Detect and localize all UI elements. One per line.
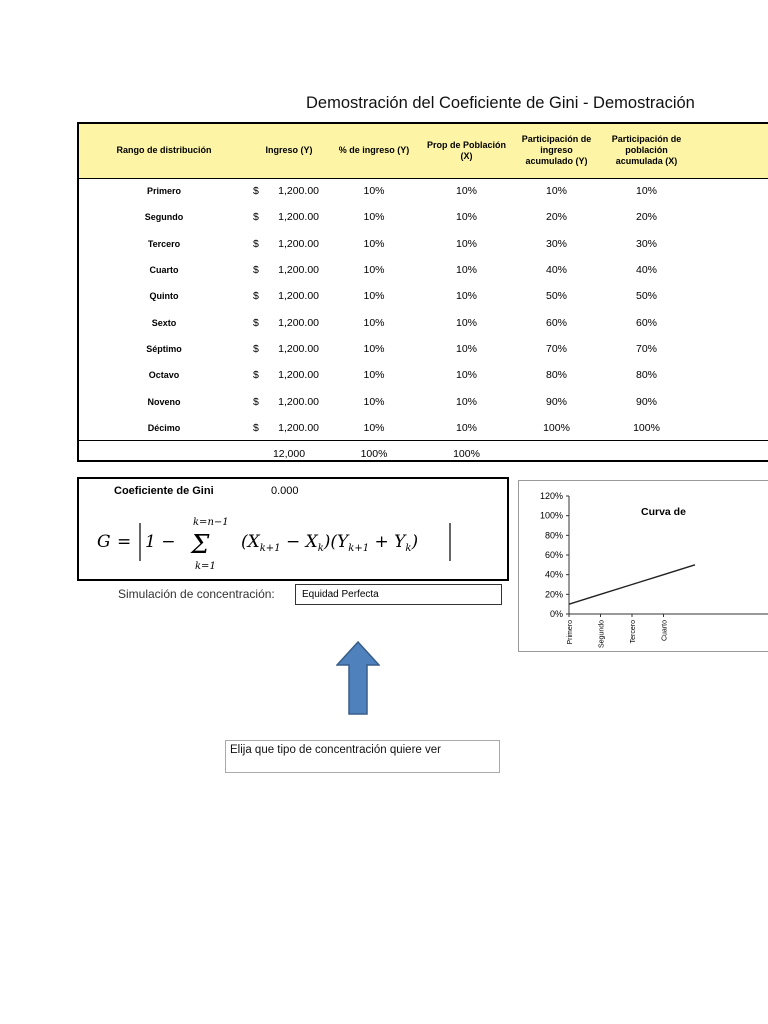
currency-symbol: $ <box>253 185 259 198</box>
cell-income <box>249 283 329 309</box>
cell-prop-population: 10% <box>455 421 477 434</box>
cell-pct-income: 10% <box>363 316 385 329</box>
simulation-label: Simulación de concentración: <box>118 587 275 601</box>
currency-symbol: $ <box>253 237 259 250</box>
cell-total-prop-population: 100% <box>419 441 514 462</box>
cell-rank: Quinto <box>149 291 179 302</box>
cell-pct-income: 10% <box>363 342 385 355</box>
series-line <box>569 565 695 604</box>
cell-income <box>249 178 329 204</box>
cell-extra <box>694 415 768 441</box>
cell-pct-income: 10% <box>363 369 385 382</box>
table-row <box>79 309 768 335</box>
x-tick-label: Primero <box>567 620 574 645</box>
lorenz-chart <box>518 480 768 652</box>
income-amount: 1,200.00 <box>278 264 319 277</box>
table-row <box>79 388 768 414</box>
cell-prop-population: 10% <box>455 316 477 329</box>
svg-text:Σ: Σ <box>191 530 210 560</box>
cell-rank: Sexto <box>151 317 177 328</box>
gini-data-table <box>77 122 768 462</box>
table-row <box>79 362 768 388</box>
cell-total-label <box>79 441 249 462</box>
cell-empty <box>694 441 768 462</box>
cell-extra <box>694 231 768 257</box>
y-tick-label: 0% <box>549 609 563 619</box>
table-row <box>79 336 768 362</box>
cell-extra <box>694 257 768 283</box>
currency-symbol: $ <box>253 342 259 355</box>
y-tick-label: 120% <box>539 491 563 501</box>
cell-rank: Primero <box>146 186 181 197</box>
cell-total-income: 12,000 <box>249 441 329 462</box>
cell-empty <box>514 441 599 462</box>
currency-symbol: $ <box>253 316 259 329</box>
chart-title: Curva de <box>641 506 686 518</box>
header-income: Ingreso (Y) <box>249 124 329 178</box>
y-tick-label: 20% <box>544 589 563 600</box>
cell-cum-income: 80% <box>545 369 567 382</box>
header-prop-population: Prop de Población (X) <box>419 124 514 178</box>
cell-rank: Séptimo <box>146 343 182 354</box>
page-title: Demostración del Coeficiente de Gini - Demostración <box>306 94 695 112</box>
header-cum-population: Participación de población acumulada (X) <box>599 124 694 178</box>
income-amount: 1,200.00 <box>278 290 319 303</box>
cell-cum-income: 70% <box>545 342 567 355</box>
cell-pct-income: 10% <box>363 421 385 434</box>
cell-prop-population: 10% <box>455 290 477 303</box>
cell-empty <box>599 441 694 462</box>
table-row <box>79 257 768 283</box>
cell-extra <box>694 336 768 362</box>
header-extra <box>694 124 768 178</box>
income-amount: 1,200.00 <box>278 316 319 329</box>
currency-symbol: $ <box>253 264 259 277</box>
cell-cum-population: 20% <box>635 211 657 224</box>
cell-cum-population: 10% <box>635 185 657 198</box>
cell-cum-population: 80% <box>635 369 657 382</box>
cell-income <box>249 362 329 388</box>
cell-cum-income: 90% <box>545 395 567 408</box>
cell-cum-income: 40% <box>545 264 567 277</box>
cell-rank: Segundo <box>144 212 184 223</box>
cell-cum-population: 40% <box>635 264 657 277</box>
cell-prop-population: 10% <box>455 342 477 355</box>
svg-text:=: = <box>117 532 132 552</box>
concentration-select[interactable]: Equidad Perfecta <box>295 584 502 605</box>
income-amount: 1,200.00 <box>278 421 319 434</box>
income-amount: 1,200.00 <box>278 237 319 250</box>
income-amount: 1,200.00 <box>278 211 319 224</box>
cell-extra <box>694 388 768 414</box>
cell-extra <box>694 178 768 204</box>
up-arrow-icon <box>336 641 380 715</box>
table-header-row <box>79 124 768 178</box>
table-row <box>79 283 768 309</box>
cell-cum-income: 30% <box>545 237 567 250</box>
cell-total-pct-income: 100% <box>329 441 419 462</box>
currency-symbol: $ <box>253 290 259 303</box>
cell-income <box>249 231 329 257</box>
cell-cum-income: 10% <box>545 185 567 198</box>
cell-prop-population: 10% <box>455 211 477 224</box>
instruction-box: Elija que tipo de concentración quiere ver <box>225 740 500 773</box>
cell-income <box>249 204 329 230</box>
table-row <box>79 204 768 230</box>
income-amount: 1,200.00 <box>278 185 319 198</box>
cell-pct-income: 10% <box>363 211 385 224</box>
cell-income <box>249 309 329 335</box>
y-tick-label: 40% <box>544 569 563 580</box>
currency-symbol: $ <box>253 395 259 408</box>
header-cum-income: Participación de ingreso acumulado (Y) <box>514 124 599 178</box>
cell-rank: Noveno <box>147 396 181 407</box>
y-tick-label: 80% <box>544 530 563 541</box>
cell-income <box>249 336 329 362</box>
cell-rank: Tercero <box>147 238 181 249</box>
total-row <box>79 441 768 462</box>
income-amount: 1,200.00 <box>278 342 319 355</box>
gini-formula <box>95 509 495 578</box>
cell-pct-income: 10% <box>363 264 385 277</box>
svg-text:G: G <box>97 532 111 552</box>
cell-cum-population: 100% <box>633 421 660 434</box>
cell-prop-population: 10% <box>455 395 477 408</box>
cell-prop-population: 10% <box>455 237 477 250</box>
currency-symbol: $ <box>253 211 259 224</box>
cell-cum-population: 90% <box>635 395 657 408</box>
table-row <box>79 415 768 441</box>
cell-cum-population: 50% <box>635 290 657 303</box>
x-tick-label: Tercero <box>630 620 637 644</box>
y-tick-label: 60% <box>544 550 563 560</box>
x-tick-label: Segundo <box>598 620 606 649</box>
table-row <box>79 178 768 204</box>
cell-cum-income: 100% <box>543 421 570 434</box>
svg-text:k=n−1: k=n−1 <box>193 517 229 528</box>
cell-pct-income: 10% <box>363 237 385 250</box>
cell-pct-income: 10% <box>363 185 385 198</box>
table-row <box>79 231 768 257</box>
cell-extra <box>694 309 768 335</box>
cell-prop-population: 10% <box>455 264 477 277</box>
chart-canvas <box>519 481 768 652</box>
currency-symbol: $ <box>253 369 259 382</box>
cell-cum-income: 20% <box>545 211 567 224</box>
cell-cum-income: 60% <box>545 316 567 329</box>
cell-income <box>249 257 329 283</box>
currency-symbol: $ <box>253 421 259 434</box>
cell-pct-income: 10% <box>363 290 385 303</box>
cell-prop-population: 10% <box>455 369 477 382</box>
x-tick-label: Cuarto <box>661 620 669 642</box>
header-rank: Rango de distribución <box>79 124 249 178</box>
cell-cum-income: 50% <box>545 290 567 303</box>
cell-extra <box>694 204 768 230</box>
cell-cum-population: 60% <box>635 316 657 329</box>
cell-extra <box>694 362 768 388</box>
svg-text:k=1: k=1 <box>195 561 216 572</box>
cell-income <box>249 415 329 441</box>
cell-cum-population: 30% <box>635 237 657 250</box>
cell-rank: Octavo <box>148 370 180 381</box>
cell-pct-income: 10% <box>363 395 385 408</box>
gini-coefficient-box <box>77 477 509 581</box>
income-amount: 1,200.00 <box>278 369 319 382</box>
cell-income <box>249 388 329 414</box>
svg-text:1 −: 1 − <box>145 532 176 552</box>
income-amount: 1,200.00 <box>278 395 319 408</box>
gini-label: Coeficiente de Gini <box>114 485 214 497</box>
cell-extra <box>694 283 768 309</box>
header-pct-income: % de ingreso (Y) <box>329 124 419 178</box>
cell-cum-population: 70% <box>635 342 657 355</box>
cell-rank: Cuarto <box>149 265 179 276</box>
cell-prop-population: 10% <box>455 185 477 198</box>
gini-value: 0.000 <box>271 485 299 497</box>
y-tick-label: 100% <box>539 510 563 521</box>
svg-text:(Xk+1 − Xk)(Yk+1 + Yk): $(X_{k+1} - X_k)(Y_{k+1} + Y_k)$ <box>241 532 419 554</box>
cell-rank: Décimo <box>147 422 181 433</box>
